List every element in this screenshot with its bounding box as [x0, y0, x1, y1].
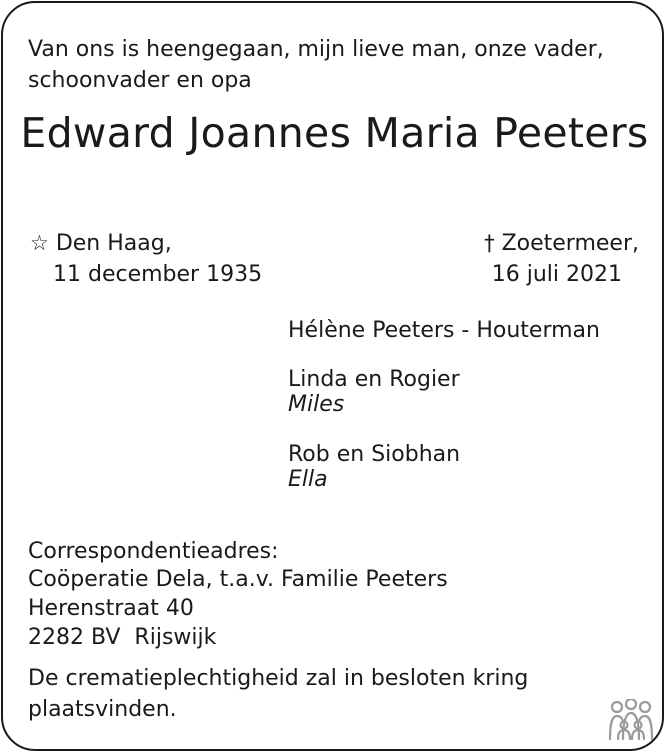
correspondence-line: Herenstraat 40	[28, 596, 194, 621]
correspondence-heading: Correspondentieadres:	[28, 539, 279, 564]
birth-date: 11 december 1935	[53, 262, 263, 287]
death-date: 16 juli 2021	[491, 262, 622, 287]
death-place	[484, 233, 639, 255]
family-member-child: Rob en Siobhan	[288, 442, 461, 467]
family-member-child: Linda en Rogier	[288, 367, 460, 392]
family-member-grandchild: Miles	[288, 392, 345, 417]
star-icon: ☆	[30, 231, 49, 255]
family-member-grandchild: Ella	[288, 467, 328, 492]
closing-text: De crematieplechtigheid zal in besloten kring plaatsvinden.	[28, 666, 529, 722]
birth-place	[30, 233, 172, 255]
family-member-spouse: Hélène Peeters - Houterman	[288, 318, 600, 343]
birth-place-text: Den Haag,	[55, 231, 172, 256]
deceased-name: Edward Joannes Maria Peeters	[20, 109, 649, 157]
death-place-text: Zoetermeer,	[501, 231, 639, 256]
family-group-icon	[607, 699, 655, 741]
correspondence-line: 2282 BV Rijswijk	[28, 625, 217, 650]
correspondence-line: Coöperatie Dela, t.a.v. Familie Peeters	[28, 567, 448, 592]
intro-text: Van ons is heengegaan, mijn lieve man, onze vader, schoonvader en opa	[28, 37, 604, 93]
cross-icon: †	[484, 231, 495, 255]
